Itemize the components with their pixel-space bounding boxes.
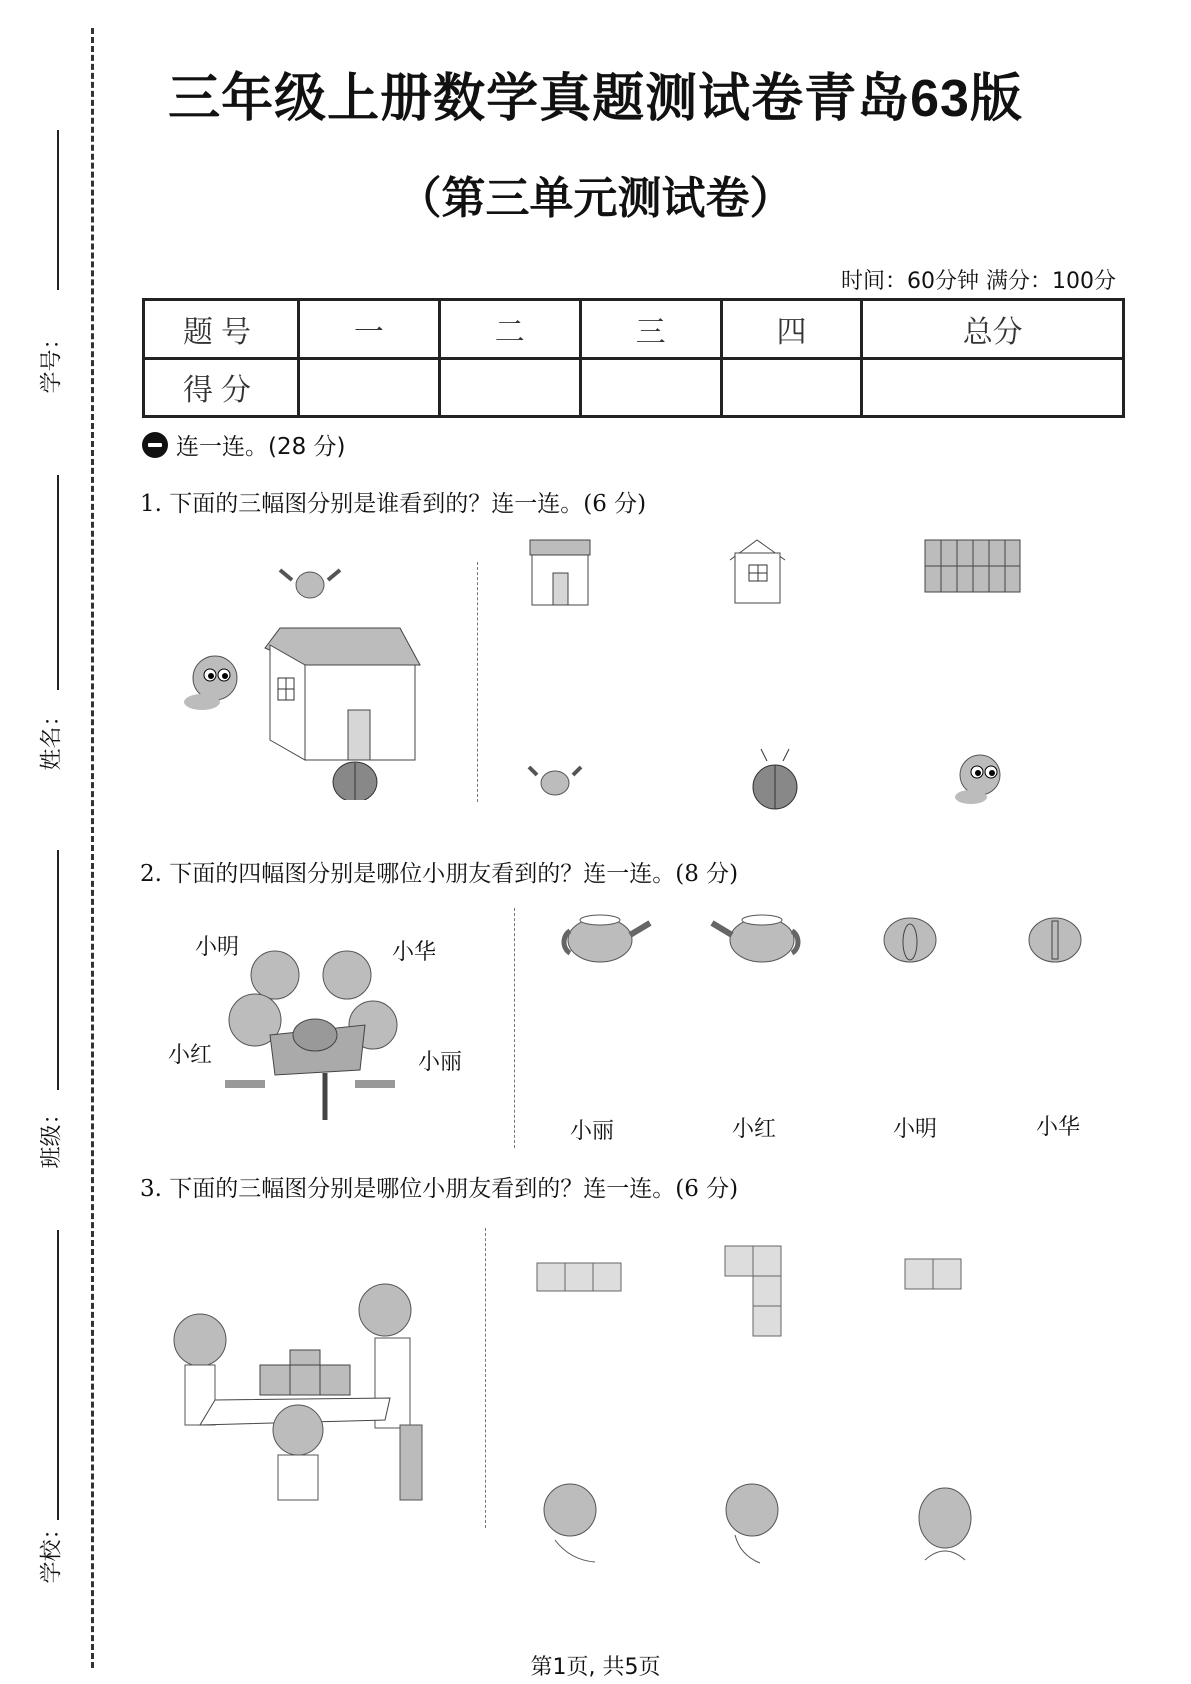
class-label: 班级：	[39, 1102, 65, 1169]
teapot-spout-right	[564, 915, 650, 962]
binding-dashed-line	[91, 28, 94, 1668]
q3-divider	[485, 1228, 486, 1528]
page-title: 三年级上册数学真题测试卷青岛63版	[168, 70, 1023, 128]
q3-observers-image	[530, 1480, 990, 1565]
house-top-view	[925, 540, 1020, 592]
page-number: 第1页, 共5页	[530, 1655, 661, 1680]
girl-side-icon	[726, 1484, 778, 1563]
l-shape-four-squares	[725, 1246, 781, 1336]
score-input-part-3[interactable]	[580, 358, 721, 417]
answer-name-xiaohong: 小红	[732, 1117, 777, 1142]
q2-scene-image	[215, 945, 415, 1125]
cell-question-number: 题号	[144, 300, 299, 359]
answer-name-xiaohua: 小华	[1036, 1115, 1081, 1140]
boy-side-icon	[544, 1484, 596, 1562]
teapot-spout-left	[712, 915, 798, 962]
q1-scene-image	[170, 560, 430, 800]
boy-standing-icon	[359, 1284, 411, 1336]
q2-divider	[514, 908, 515, 1148]
student-id-label: 学号：	[39, 327, 65, 394]
q3-views-image	[535, 1245, 1035, 1345]
exam-meta: 时间：60分钟 满分：100分	[841, 269, 1116, 294]
answer-name-xiaoli: 小丽	[570, 1119, 615, 1144]
scene-label-xiaohong: 小红	[168, 1043, 213, 1068]
question-2-text: 2. 下面的四幅图分别是哪位小朋友看到的？连一连。(8 分)	[140, 861, 739, 887]
score-input-part-1[interactable]	[299, 358, 440, 417]
scene-label-xiaoming: 小明	[195, 935, 240, 960]
two-squares-row	[905, 1259, 961, 1289]
q1-divider	[477, 562, 478, 802]
scene-label-xiaohua: 小华	[392, 940, 437, 965]
house-side-view	[730, 540, 785, 603]
name-label: 姓名：	[39, 704, 65, 771]
question-3-text: 3. 下面的三幅图分别是哪位小朋友看到的？连一连。(6 分)	[140, 1176, 739, 1202]
school-label: 学校：	[39, 1517, 65, 1584]
teapot-handle-front	[884, 918, 936, 962]
question-1-text: 1. 下面的三幅图分别是谁看到的？连一连。(6 分)	[140, 491, 647, 517]
score-table	[142, 298, 1125, 418]
class-fill-line	[57, 850, 59, 1090]
q3-scene-image	[160, 1270, 450, 1520]
cell-part-2: 二	[439, 300, 580, 359]
teapot-spout-front	[1029, 918, 1081, 962]
bird-icon	[280, 570, 340, 598]
girl-icon	[174, 1314, 226, 1366]
ladybug-icon	[753, 749, 797, 809]
score-input-total[interactable]	[862, 358, 1124, 417]
score-table-header-row	[144, 300, 1124, 359]
teapot-icon	[293, 1019, 337, 1051]
cell-part-1: 一	[299, 300, 440, 359]
scene-label-xiaoli: 小丽	[418, 1050, 463, 1075]
cell-part-3: 三	[580, 300, 721, 359]
house-icon	[265, 628, 420, 760]
score-input-part-2[interactable]	[439, 358, 580, 417]
section-title: 连一连。(28 分)	[176, 434, 346, 460]
cell-part-4: 四	[721, 300, 862, 359]
page-subtitle: （第三单元测试卷）	[397, 174, 794, 223]
cell-total: 总分	[862, 300, 1124, 359]
child-back-icon	[273, 1405, 323, 1455]
score-input-part-4[interactable]	[721, 358, 862, 417]
cube-stack-icon	[260, 1350, 350, 1395]
ladybug-icon	[333, 762, 377, 800]
caterpillar-icon	[955, 755, 1000, 804]
section-heading	[142, 428, 346, 461]
bird-icon	[529, 767, 581, 795]
house-front-view	[530, 540, 590, 605]
circle-one-icon	[142, 432, 168, 458]
answer-name-xiaoming: 小明	[893, 1117, 938, 1142]
score-table-score-row	[144, 358, 1124, 417]
child-back-icon	[919, 1488, 971, 1560]
q2-views-image	[550, 905, 1110, 975]
cell-score-label: 得分	[144, 358, 299, 417]
school-fill-line	[57, 1230, 59, 1520]
name-fill-line	[57, 475, 59, 690]
caterpillar-icon	[184, 656, 237, 710]
q1-views-image	[525, 535, 1045, 815]
three-squares-row	[537, 1263, 621, 1291]
